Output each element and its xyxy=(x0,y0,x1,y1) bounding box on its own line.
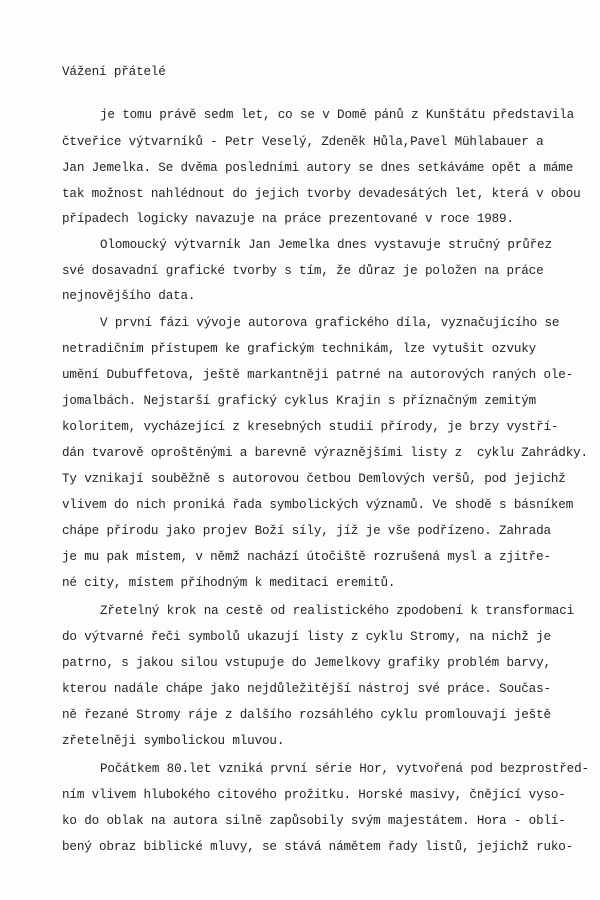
text-line: tak možnost nahlédnout do jejich tvorby devadesátých let, která v obou xyxy=(62,187,581,201)
text-line: je tomu právě sedm let, co se v Domě pánů z Kunštátu představila xyxy=(100,108,575,122)
text-line: ním vlivem hlubokého citového prožitku. Horské masivy, čnějící vyso- xyxy=(62,788,566,802)
text-line: Zřetelný krok na cestě od realistického zpodobení k transformaci xyxy=(100,604,575,618)
text-line: bený obraz biblické mluvy, se stává námětem řady listů, jejichž ruko- xyxy=(62,840,574,854)
text-line: vlivem do nich proniká řada symbolických významů. Ve shodě s básníkem xyxy=(62,498,574,512)
text-line: je mu pak místem, v němž nachází útočiště rozrušená mysl a zjitře- xyxy=(62,550,551,564)
text-line: Olomoucký výtvarník Jan Jemelka dnes vystavuje stručný průřez xyxy=(100,238,552,252)
text-line: patrno, s jakou silou vstupuje do Jemelkovy grafiky problém barvy, xyxy=(62,656,551,670)
text-line: ko do oblak na autora silně zapůsobily svým majestátem. Hora - oblí- xyxy=(62,814,566,828)
text-line: kterou nadále chápe jako nejdůležitější nástroj své práce. Součas- xyxy=(62,682,551,696)
letter-greeting: Vážení přátelé xyxy=(62,65,166,79)
text-line: ně řezané Stromy ráje z dalšího rozsáhlého cyklu promlouvají ještě xyxy=(62,708,551,722)
text-line: né city, místem příhodným k meditaci eremitů. xyxy=(62,576,396,590)
text-line: jomalbách. Nejstarší grafický cyklus Krajin s příznačným zemitým xyxy=(62,394,537,408)
text-line: Počátkem 80.let vzniká první série Hor, vytvořená pod bezprostřed- xyxy=(100,762,589,776)
text-line: čtveřice výtvarníků - Petr Veselý, Zdeněk Hůla,Pavel Mühlabauer a xyxy=(62,135,544,149)
text-line: zřetelněji symbolickou mluvou. xyxy=(62,734,285,748)
text-line: případech logicky navazuje na práce prezentované v roce 1989. xyxy=(62,212,514,226)
text-line: umění Dubuffetova, ještě markantněji patrné na autorových raných ole- xyxy=(62,368,574,382)
text-line: nejnovějšího data. xyxy=(62,289,196,303)
text-line: koloritem, vycházející z kresebných studií přírody, je brzy vystří- xyxy=(62,420,559,434)
text-line: Ty vznikají souběžně s autorovou četbou Demlových veršů, pod jejichž xyxy=(62,472,566,486)
text-line: chápe přírodu jako projev Boží síly, jíž je vše podřízeno. Zahrada xyxy=(62,524,551,538)
text-line: Jan Jemelka. Se dvěma posledními autory se dnes setkáváme opět a máme xyxy=(62,161,574,175)
text-line: V první fázi vývoje autorova grafického díla, vyznačujícího se xyxy=(100,316,560,330)
text-line: do výtvarné řeči symbolů ukazují listy z cyklu Stromy, na nichž je xyxy=(62,630,551,644)
text-line: své dosavadní grafické tvorby s tím, že důraz je položen na práce xyxy=(62,264,544,278)
text-line: netradičním přístupem ke grafickým technikám, lze vytušit ozvuky xyxy=(62,342,537,356)
text-line: dán tvarově oproštěnými a barevně výraznějšími listy z cyklu Zahrádky. xyxy=(62,446,588,460)
